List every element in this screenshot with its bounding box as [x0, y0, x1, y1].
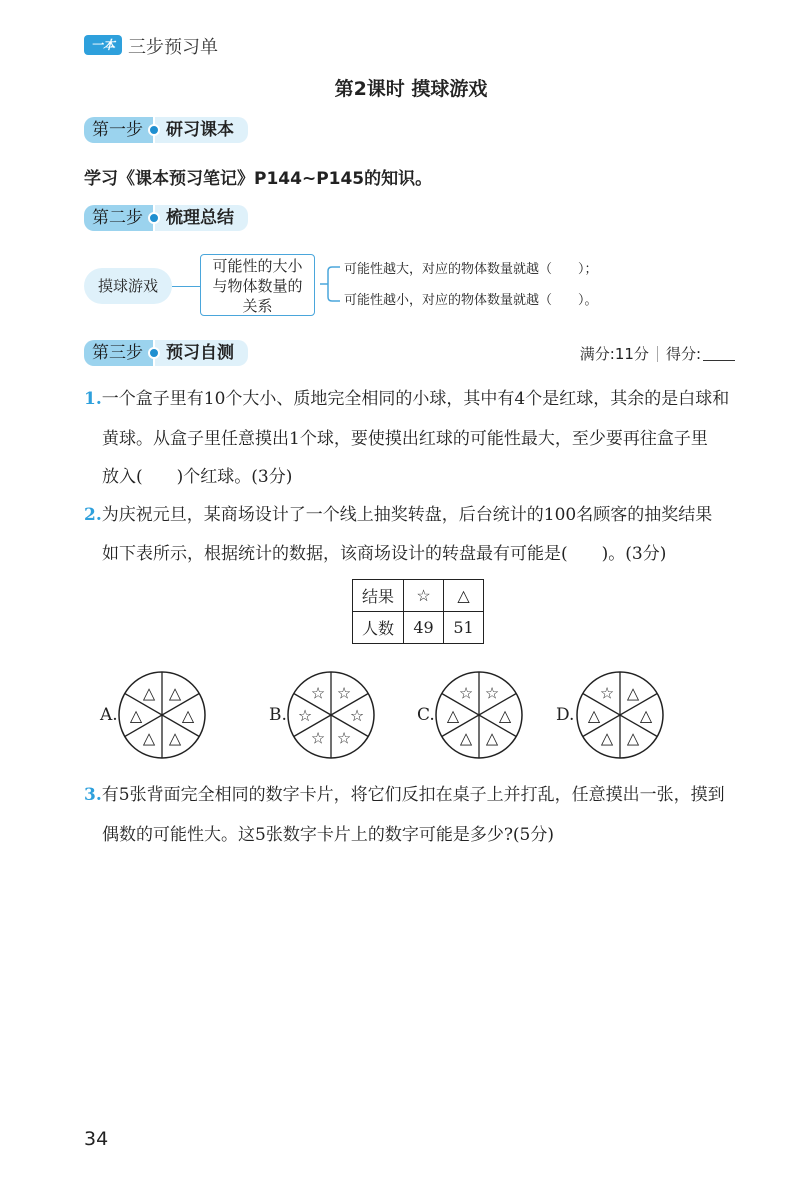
triangle-icon: △ — [168, 728, 182, 748]
concept-map-connector — [172, 286, 200, 287]
score-blank[interactable] — [703, 346, 735, 361]
triangle-icon: △ — [446, 706, 460, 725]
triangle-icon: △ — [459, 728, 473, 748]
step-dot-icon — [148, 124, 160, 136]
spinner-d[interactable] — [575, 670, 665, 760]
score-label: 得分: — [665, 345, 701, 363]
triangle-icon: △ — [142, 728, 156, 748]
step3-tag: 第三步 — [84, 340, 153, 366]
option-label: C. — [417, 705, 435, 725]
step-dot-icon — [148, 347, 160, 359]
table-cell: 49 — [404, 612, 444, 644]
concept-map-middle-line: 与物体数量的 — [212, 277, 303, 295]
option-label: A. — [100, 705, 118, 725]
step1-name: 研习课本 — [155, 117, 248, 143]
triangle-icon: △ — [600, 728, 614, 748]
q1-line: 黄球。从盒子里任意摸出1个球，要使摸出红球的可能性最大，至少要再往盒子里 — [102, 429, 708, 449]
table-cell: ☆ — [404, 580, 444, 612]
triangle-icon: △ — [168, 683, 182, 703]
star-icon: ☆ — [484, 683, 500, 703]
lesson-title: 第2课时 摸球游戏 — [334, 78, 488, 100]
table-cell: 51 — [444, 612, 484, 644]
concept-map-branch: 可能性越大，对应的物体数量就越（ ）； — [344, 262, 598, 277]
triangle-icon: △ — [639, 706, 653, 725]
star-icon: ☆ — [599, 683, 615, 703]
score-divider — [657, 346, 658, 362]
star-icon: ☆ — [349, 706, 365, 725]
star-icon: ☆ — [458, 683, 474, 703]
q1-text: 一个盒子里有10个大小、质地完全相同的小球，其中有4个是红球，其余的是白球和 — [101, 389, 730, 409]
full-score: 满分:11分 — [579, 345, 649, 363]
q1-line — [84, 384, 729, 409]
q2-number: 2. — [84, 505, 102, 525]
concept-map-root: 摸球游戏 — [84, 268, 172, 304]
q3-line — [84, 780, 725, 805]
concept-map-middle — [200, 254, 315, 316]
star-icon: ☆ — [310, 728, 326, 748]
step2-label — [84, 205, 248, 231]
step2-name: 梳理总结 — [155, 205, 248, 231]
option-label: B. — [269, 705, 287, 725]
q1-line: 放入( )个红球。(3分) — [102, 467, 293, 487]
q3-line: 偶数的可能性大。这5张数字卡片上的数字可能是多少?(5分) — [102, 825, 555, 845]
q2-text: 为庆祝元旦，某商场设计了一个线上抽奖转盘，后台统计的100名顾客的抽奖结果 — [101, 505, 713, 525]
triangle-icon: △ — [498, 706, 512, 725]
option-label: D. — [556, 705, 575, 725]
table-cell: △ — [444, 580, 484, 612]
table-cell: 人数 — [353, 612, 404, 644]
q3-number: 3. — [84, 785, 102, 805]
step1-text: 学习《课本预习笔记》P144~P145的知识。 — [84, 169, 433, 189]
concept-map-middle-line: 可能性的大小 — [212, 257, 303, 275]
brand-logo: 一本 — [84, 35, 122, 55]
triangle-icon: △ — [129, 706, 143, 725]
q2-line — [84, 500, 712, 525]
triangle-icon: △ — [626, 728, 640, 748]
step3-name: 预习自测 — [155, 340, 248, 366]
concept-map-branch: 可能性越小，对应的物体数量就越（ ）。 — [344, 293, 598, 308]
q2-line: 如下表所示，根据统计的数据，该商场设计的转盘最有可能是( )。(3分) — [102, 544, 667, 564]
star-icon: ☆ — [336, 728, 352, 748]
step-dot-icon — [148, 212, 160, 224]
result-table — [352, 579, 484, 644]
score-area — [580, 343, 735, 364]
triangle-icon: △ — [485, 728, 499, 748]
table-cell: 结果 — [353, 580, 404, 612]
step1-label — [84, 117, 248, 143]
triangle-icon: △ — [181, 706, 195, 725]
triangle-icon: △ — [626, 683, 640, 703]
triangle-icon: △ — [587, 706, 601, 725]
q1-number: 1. — [84, 389, 102, 409]
spinner-b[interactable] — [286, 670, 376, 760]
spinner-c[interactable] — [434, 670, 524, 760]
step2-tag: 第二步 — [84, 205, 153, 231]
page-number: 34 — [84, 1128, 109, 1150]
spinner-a[interactable] — [117, 670, 207, 760]
star-icon: ☆ — [336, 683, 352, 703]
table-row — [353, 612, 484, 644]
step1-tag: 第一步 — [84, 117, 153, 143]
star-icon: ☆ — [310, 683, 326, 703]
brand-text: 三步预习单 — [128, 37, 218, 58]
step3-label — [84, 340, 248, 366]
table-row — [353, 580, 484, 612]
concept-map-brace — [320, 263, 340, 305]
concept-map-middle-line: 关系 — [242, 297, 273, 315]
q3-text: 有5张背面完全相同的数字卡片，将它们反扣在桌子上并打乱，任意摸出一张，摸到 — [101, 785, 725, 805]
star-icon: ☆ — [297, 706, 313, 725]
triangle-icon: △ — [142, 683, 156, 703]
